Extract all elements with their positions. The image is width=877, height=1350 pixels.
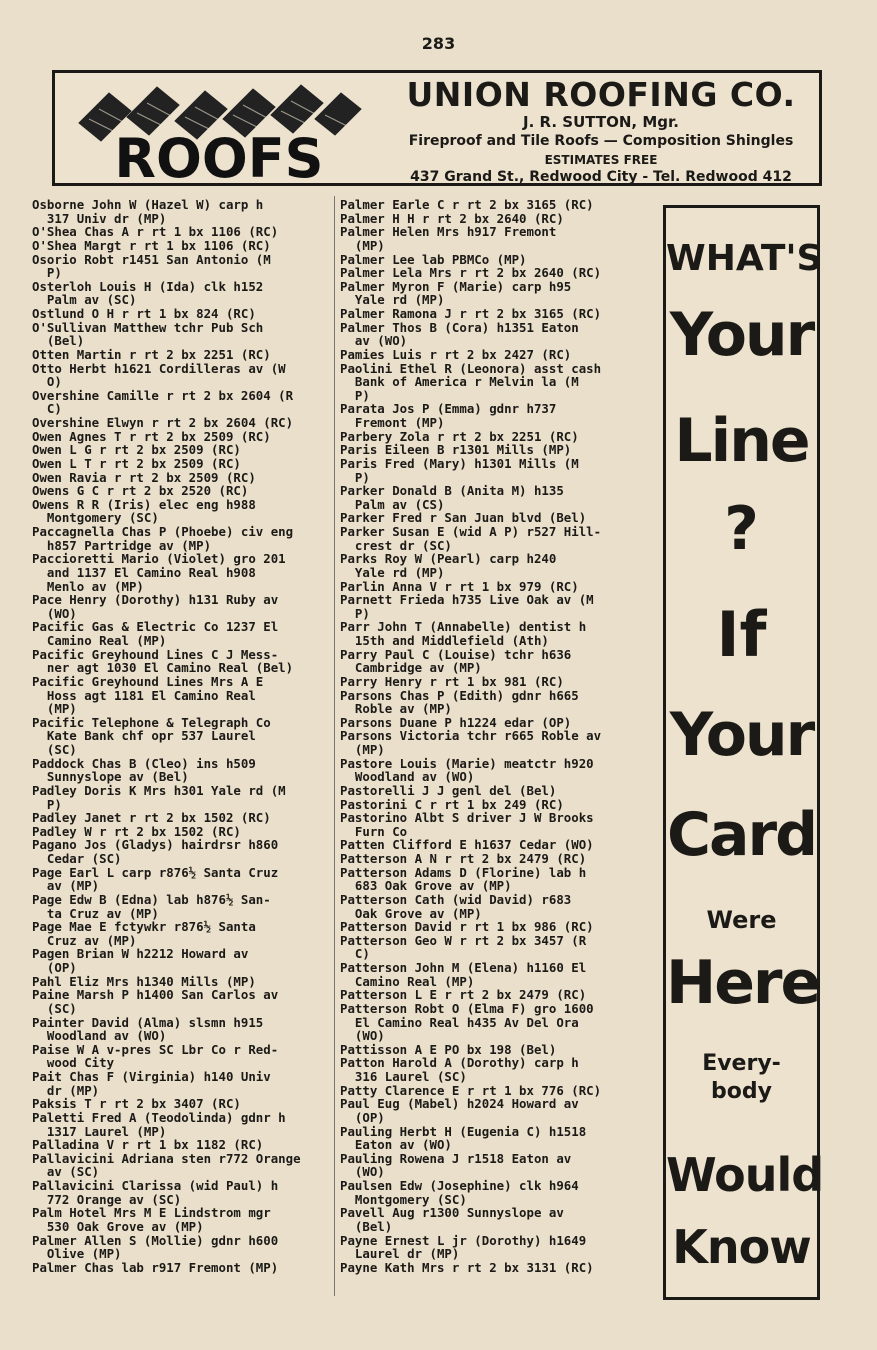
- directory-entry-line: Osborne John W (Hazel W) carp h: [32, 197, 264, 212]
- directory-column-middle: [340, 198, 646, 1274]
- directory-entry-line: Palm Hotel Mrs M E Lindstrom mgr: [32, 1205, 271, 1221]
- ad-word-your: Your: [669, 300, 814, 370]
- directory-entry-line: O): [32, 374, 62, 390]
- directory-entry-line: Pace Henry (Dorothy) h131 Ruby av: [32, 592, 279, 608]
- directory-entry-line: Pacific Gas & Electric Co 1237 El: [32, 619, 279, 635]
- directory-entry-line: P): [32, 796, 62, 812]
- ad-word-your-2: Your: [669, 700, 814, 770]
- directory-entry-line: Patterson John M (Elena) h1160 El: [340, 960, 587, 975]
- directory-entry-line: Owen Ravia r rt 2 bx 2509 (RC): [32, 469, 256, 485]
- directory-entry-line: Palmer Lela Mrs r rt 2 bx 2640 (RC): [340, 265, 602, 281]
- directory-entry-line: Parata Jos P (Emma) gdnr h737: [340, 401, 557, 417]
- directory-entry-line: Pagen Brian W h2212 Howard av: [32, 946, 249, 962]
- directory-entry-line: Kate Bank chf opr 537 Laurel: [32, 728, 256, 744]
- directory-entry-line: Paddock Chas B (Cleo) ins h509: [32, 755, 256, 771]
- directory-entry-line: Paul Eug (Mabel) h2024 Howard av: [340, 1096, 579, 1112]
- directory-entry-line: Pacific Telephone & Telegraph Co: [32, 714, 271, 730]
- ad-products: Fireproof and Tile Roofs — Composition Shingles: [408, 133, 794, 149]
- directory-entry-line: Patterson David r rt 1 bx 986 (RC): [340, 919, 594, 935]
- directory-entry-line: Pastorini C r rt 1 bx 249 (RC): [340, 796, 564, 812]
- directory-entry-line: (MP): [340, 742, 385, 757]
- directory-entry-line: Pamies Luis r rt 2 bx 2427 (RC): [340, 346, 572, 362]
- directory-entry-line: Montgomery (SC): [340, 1191, 467, 1207]
- directory-entry-line: Furn Co: [340, 823, 408, 839]
- directory-entry-line: Patterson Geo W r rt 2 bx 3457 (R: [340, 932, 587, 948]
- directory-entry-line: Parr John T (Annabelle) dentist h: [340, 619, 587, 635]
- directory-entry-line: Paise W A v-pres SC Lbr Co r Red-: [32, 1041, 279, 1057]
- directory-entry-line: Palmer Earle C r rt 2 bx 3165 (RC): [340, 197, 594, 212]
- column-divider: [334, 196, 335, 1296]
- directory-entry-line: Cambridge av (MP): [340, 660, 482, 676]
- directory-entry-line: Patterson Adams D (Florine) lab h: [340, 864, 587, 880]
- directory-entry-line: Padley Janet r rt 2 bx 1502 (RC): [32, 810, 271, 826]
- directory-entry-line: Paine Marsh P h1400 San Carlos av: [32, 987, 279, 1003]
- directory-entry-line: Overshine Camille r rt 2 bx 2604 (R: [32, 387, 294, 403]
- directory-entry-line: Page Earl L carp r876½ Santa Cruz: [32, 864, 279, 880]
- directory-entry-line: Pacific Greyhound Lines C J Mess-: [32, 646, 279, 662]
- directory-entry-line: Paccagnella Chas P (Phoebe) civ eng: [32, 524, 294, 539]
- directory-entry-line: O'Sullivan Matthew tchr Pub Sch: [32, 319, 264, 335]
- directory-entry-line: Palmer Myron F (Marie) carp h95: [340, 278, 572, 294]
- directory-entry-line: Padley W r rt 2 bx 1502 (RC): [32, 823, 241, 839]
- directory-entry-line: Pauling Rowena J r1518 Eaton av: [340, 1150, 572, 1166]
- directory-entry-line: av (WO): [340, 333, 408, 349]
- directory-entry-line: Parbery Zola r rt 2 bx 2251 (RC): [340, 428, 579, 444]
- directory-entry-line: (WO): [340, 1028, 385, 1044]
- directory-entry-line: C): [32, 401, 62, 417]
- directory-entry-line: Page Mae E fctywkr r876½ Santa: [32, 919, 256, 935]
- directory-entry-line: Overshine Elwyn r rt 2 bx 2604 (RC): [32, 415, 294, 430]
- directory-entry-line: Palmer Helen Mrs h917 Fremont: [340, 224, 557, 240]
- directory-entry-line: O'Shea Margt r rt 1 bx 1106 (RC): [32, 237, 271, 253]
- directory-entry-line: Osterloh Louis H (Ida) clk h152: [32, 278, 264, 294]
- directory-entry-line: ner agt 1030 El Camino Real (Bel): [32, 660, 294, 676]
- directory-entry-line: Camino Real (MP): [32, 633, 167, 648]
- directory-entry-line: Pavell Aug r1300 Sunnyslope av: [340, 1205, 564, 1221]
- union-roofing-ad: [52, 70, 822, 186]
- directory-entry-line: Parker Susan E (wid A P) r527 Hill-: [340, 524, 602, 539]
- directory-entry-line: (WO): [340, 1164, 385, 1180]
- directory-entry-line: Bank of America r Melvin la (M: [340, 374, 579, 390]
- directory-entry-line: Oak Grove av (MP): [340, 905, 482, 921]
- directory-entry-line: Roble av (MP): [340, 701, 452, 717]
- directory-entry-line: (Bel): [340, 1218, 393, 1234]
- directory-entry-line: Pattisson A E PO bx 198 (Bel): [340, 1041, 557, 1057]
- directory-entry-line: Parks Roy W (Pearl) carp h240: [340, 551, 557, 567]
- directory-entry-line: Palmer Chas lab r917 Fremont (MP): [32, 1259, 279, 1275]
- directory-entry-line: (OP): [32, 960, 77, 975]
- directory-entry-line: Patton Harold A (Dorothy) carp h: [340, 1055, 579, 1071]
- directory-entry-line: Palmer Thos B (Cora) h1351 Eaton: [340, 319, 579, 335]
- directory-entry-line: 1317 Laurel (MP): [32, 1123, 167, 1139]
- directory-entry-line: Paris Eileen B r1301 Mills (MP): [340, 442, 572, 458]
- directory-entry-line: 317 Univ dr (MP): [32, 210, 167, 226]
- directory-entry-line: O'Shea Chas A r rt 1 bx 1106 (RC): [32, 224, 279, 240]
- directory-entry-line: Pahl Eliz Mrs h1340 Mills (MP): [32, 973, 256, 989]
- directory-entry-line: 683 Oak Grove av (MP): [340, 878, 512, 894]
- directory-entry-line: Woodland av (WO): [340, 769, 475, 785]
- directory-entry-line: El Camino Real h435 Av Del Ora: [340, 1014, 579, 1030]
- directory-entry-line: Owen Agnes T r rt 2 bx 2509 (RC): [32, 428, 271, 444]
- directory-entry-line: Yale rd (MP): [340, 292, 445, 308]
- directory-entry-line: av (SC): [32, 1164, 100, 1180]
- ad-word-card: Card: [666, 800, 817, 870]
- directory-entry-line: Painter David (Alma) slsmn h915: [32, 1014, 264, 1030]
- ad-word-everybody: Every- body: [702, 1051, 781, 1104]
- directory-entry-line: Paletti Fred A (Teodolinda) gdnr h: [32, 1109, 286, 1125]
- directory-entry-line: Paris Fred (Mary) h1301 Mills (M: [340, 455, 579, 471]
- directory-entry-line: av (MP): [32, 878, 100, 894]
- directory-entry-line: dr (MP): [32, 1082, 100, 1098]
- directory-entry-line: Montgomery (SC): [32, 510, 159, 526]
- roofs-logo: [69, 81, 369, 181]
- directory-entry-line: h857 Partridge av (MP): [32, 537, 212, 553]
- directory-entry-line: Otten Martin r rt 2 bx 2251 (RC): [32, 346, 271, 362]
- directory-entry-line: Palmer Lee lab PBMCo (MP): [340, 251, 527, 267]
- directory-entry-line: Paccioretti Mario (Violet) gro 201: [32, 551, 286, 567]
- directory-entry-line: P): [340, 605, 370, 621]
- ad-manager: J. R. SUTTON, Mgr.: [523, 113, 679, 131]
- directory-entry-line: Osorio Robt r1451 San Antonio (M: [32, 251, 271, 267]
- directory-entry-line: Otto Herbt h1621 Cordilleras av (W: [32, 360, 286, 376]
- directory-entry-line: Pastore Louis (Marie) meatctr h920: [340, 755, 594, 771]
- ad-word-were: Were: [706, 906, 777, 934]
- directory-entry-line: 15th and Middlefield (Ath): [340, 633, 549, 648]
- directory-entry-line: Paulsen Edw (Josephine) clk h964: [340, 1178, 579, 1193]
- directory-entry-line: Pait Chas F (Virginia) h140 Univ: [32, 1069, 271, 1084]
- directory-entry-line: wood City: [32, 1055, 115, 1071]
- directory-entry-line: P): [340, 387, 370, 403]
- directory-entry-line: Pallavicini Clarissa (wid Paul) h: [32, 1178, 279, 1193]
- directory-entry-line: crest dr (SC): [340, 537, 452, 553]
- ad-word-would: Would: [666, 1148, 824, 1202]
- ad-company-name: UNION ROOFING CO.: [406, 75, 796, 114]
- ad-question-mark: ?: [724, 494, 759, 564]
- directory-entry-line: Ostlund O H r rt 1 bx 824 (RC): [32, 306, 256, 321]
- directory-entry-line: Patterson L E r rt 2 bx 2479 (RC): [340, 987, 587, 1003]
- directory-entry-line: (OP): [340, 1109, 385, 1125]
- directory-entry-line: Padley Doris K Mrs h301 Yale rd (M: [32, 782, 286, 798]
- directory-entry-line: Palladina V r rt 1 bx 1182 (RC): [32, 1137, 264, 1153]
- ad-word-know: Know: [672, 1220, 811, 1274]
- ad-word-line: Line: [674, 406, 809, 476]
- directory-entry-line: (MP): [32, 701, 77, 717]
- directory-entry-line: Camino Real (MP): [340, 973, 475, 989]
- directory-entry-line: Pastorelli J J genl del (Bel): [340, 782, 557, 798]
- directory-entry-line: Parsons Duane P h1224 edar (OP): [340, 714, 572, 730]
- directory-entry-line: P): [340, 469, 370, 485]
- directory-entry-line: Palm av (CS): [340, 496, 445, 512]
- directory-entry-line: (SC): [32, 742, 77, 757]
- directory-entry-line: Woodland av (WO): [32, 1028, 167, 1044]
- directory-entry-line: Hoss agt 1181 El Camino Real: [32, 687, 256, 703]
- directory-entry-line: Laurel dr (MP): [340, 1246, 460, 1262]
- directory-entry-line: Palmer Ramona J r rt 2 bx 3165 (RC): [340, 306, 602, 321]
- directory-entry-line: C): [340, 946, 370, 962]
- directory-entry-line: Patterson A N r rt 2 bx 2479 (RC): [340, 851, 587, 866]
- directory-entry-line: Palmer Allen S (Mollie) gdnr h600: [32, 1232, 279, 1248]
- directory-entry-line: Menlo av (MP): [32, 578, 144, 594]
- directory-entry-line: Parsons Victoria tchr r665 Roble av: [340, 728, 602, 744]
- directory-entry-line: Owens R R (Iris) elec eng h988: [32, 496, 256, 512]
- directory-entry-line: 530 Oak Grove av (MP): [32, 1218, 204, 1234]
- ad-word-if: If: [716, 598, 767, 671]
- directory-entry-line: and 1137 El Camino Real h908: [32, 564, 256, 580]
- directory-entry-line: Yale rd (MP): [340, 564, 445, 580]
- directory-entry-line: Parnett Frieda h735 Live Oak av (M: [340, 592, 594, 608]
- directory-entry-line: ta Cruz av (MP): [32, 905, 159, 921]
- directory-entry-line: Owens G C r rt 2 bx 2520 (RC): [32, 483, 249, 499]
- directory-entry-line: Parry Henry r rt 1 bx 981 (RC): [340, 673, 564, 689]
- directory-entry-line: Paolini Ethel R (Leonora) asst cash: [340, 360, 602, 376]
- directory-entry-line: Pagano Jos (Gladys) hairdrsr h860: [32, 837, 279, 853]
- ad-word-here: Here: [666, 948, 820, 1018]
- directory-entry-line: Parry Paul C (Louise) tchr h636: [340, 646, 572, 662]
- directory-entry-line: Patterson Cath (wid David) r683: [340, 891, 572, 907]
- directory-entry-line: Patterson Robt O (Elma F) gro 1600: [340, 1000, 594, 1016]
- directory-entry-line: (MP): [340, 237, 385, 253]
- directory-entry-line: Fremont (MP): [340, 415, 445, 430]
- directory-entry-line: Palmer H H r rt 2 bx 2640 (RC): [340, 210, 564, 226]
- directory-entry-line: Payne Kath Mrs r rt 2 bx 3131 (RC): [340, 1259, 594, 1275]
- roofs-logo-text: ROOFS: [114, 127, 324, 181]
- whats-your-line-ad: [663, 205, 824, 1300]
- directory-entry-line: Sunnyslope av (Bel): [32, 769, 189, 785]
- directory-entry-line: Page Edw B (Edna) lab h876½ San-: [32, 891, 271, 907]
- directory-entry-line: Parker Fred r San Juan blvd (Bel): [340, 510, 587, 526]
- directory-entry-line: Pastorino Albt S driver J W Brooks: [340, 810, 594, 826]
- page-number: 283: [421, 34, 456, 53]
- directory-entry-line: Palm av (SC): [32, 292, 137, 308]
- directory-entry-line: Patten Clifford E h1637 Cedar (WO): [340, 837, 594, 853]
- directory-entry-line: Pallavicini Adriana sten r772 Orange: [32, 1150, 301, 1166]
- directory-entry-line: Parlin Anna V r rt 1 bx 979 (RC): [340, 578, 579, 594]
- directory-entry-line: (SC): [32, 1000, 77, 1016]
- directory-entry-line: (Bel): [32, 333, 85, 349]
- directory-entry-line: Olive (MP): [32, 1246, 122, 1262]
- ad-address: 437 Grand St., Redwood City - Tel. Redwood 412: [410, 169, 792, 185]
- directory-entry-line: Owen L T r rt 2 bx 2509 (RC): [32, 455, 241, 471]
- directory-entry-line: Parker Donald B (Anita M) h135: [340, 483, 564, 499]
- directory-column-left: [32, 198, 328, 1274]
- directory-entry-line: 316 Laurel (SC): [340, 1069, 467, 1084]
- directory-entry-line: Payne Ernest L jr (Dorothy) h1649: [340, 1232, 587, 1248]
- directory-entry-line: Pauling Herbt H (Eugenia C) h1518: [340, 1123, 587, 1139]
- directory-entry-line: Paksis T r rt 2 bx 3407 (RC): [32, 1096, 241, 1112]
- directory-entry-line: Owen L G r rt 2 bx 2509 (RC): [32, 442, 241, 458]
- directory-entry-line: 772 Orange av (SC): [32, 1191, 182, 1207]
- directory-entry-line: P): [32, 265, 62, 281]
- ad-estimates: ESTIMATES FREE: [544, 153, 658, 167]
- directory-entry-line: Cedar (SC): [32, 851, 122, 866]
- directory-entry-line: Patty Clarence E r rt 1 bx 776 (RC): [340, 1082, 602, 1098]
- directory-entry-line: Pacific Greyhound Lines Mrs A E: [32, 673, 264, 689]
- directory-entry-line: Parsons Chas P (Edith) gdnr h665: [340, 687, 579, 703]
- directory-entry-line: Cruz av (MP): [32, 932, 137, 948]
- directory-entry-line: Eaton av (WO): [340, 1137, 452, 1153]
- ad-word-whats: WHAT'S: [666, 238, 823, 279]
- directory-entry-line: (WO): [32, 605, 77, 621]
